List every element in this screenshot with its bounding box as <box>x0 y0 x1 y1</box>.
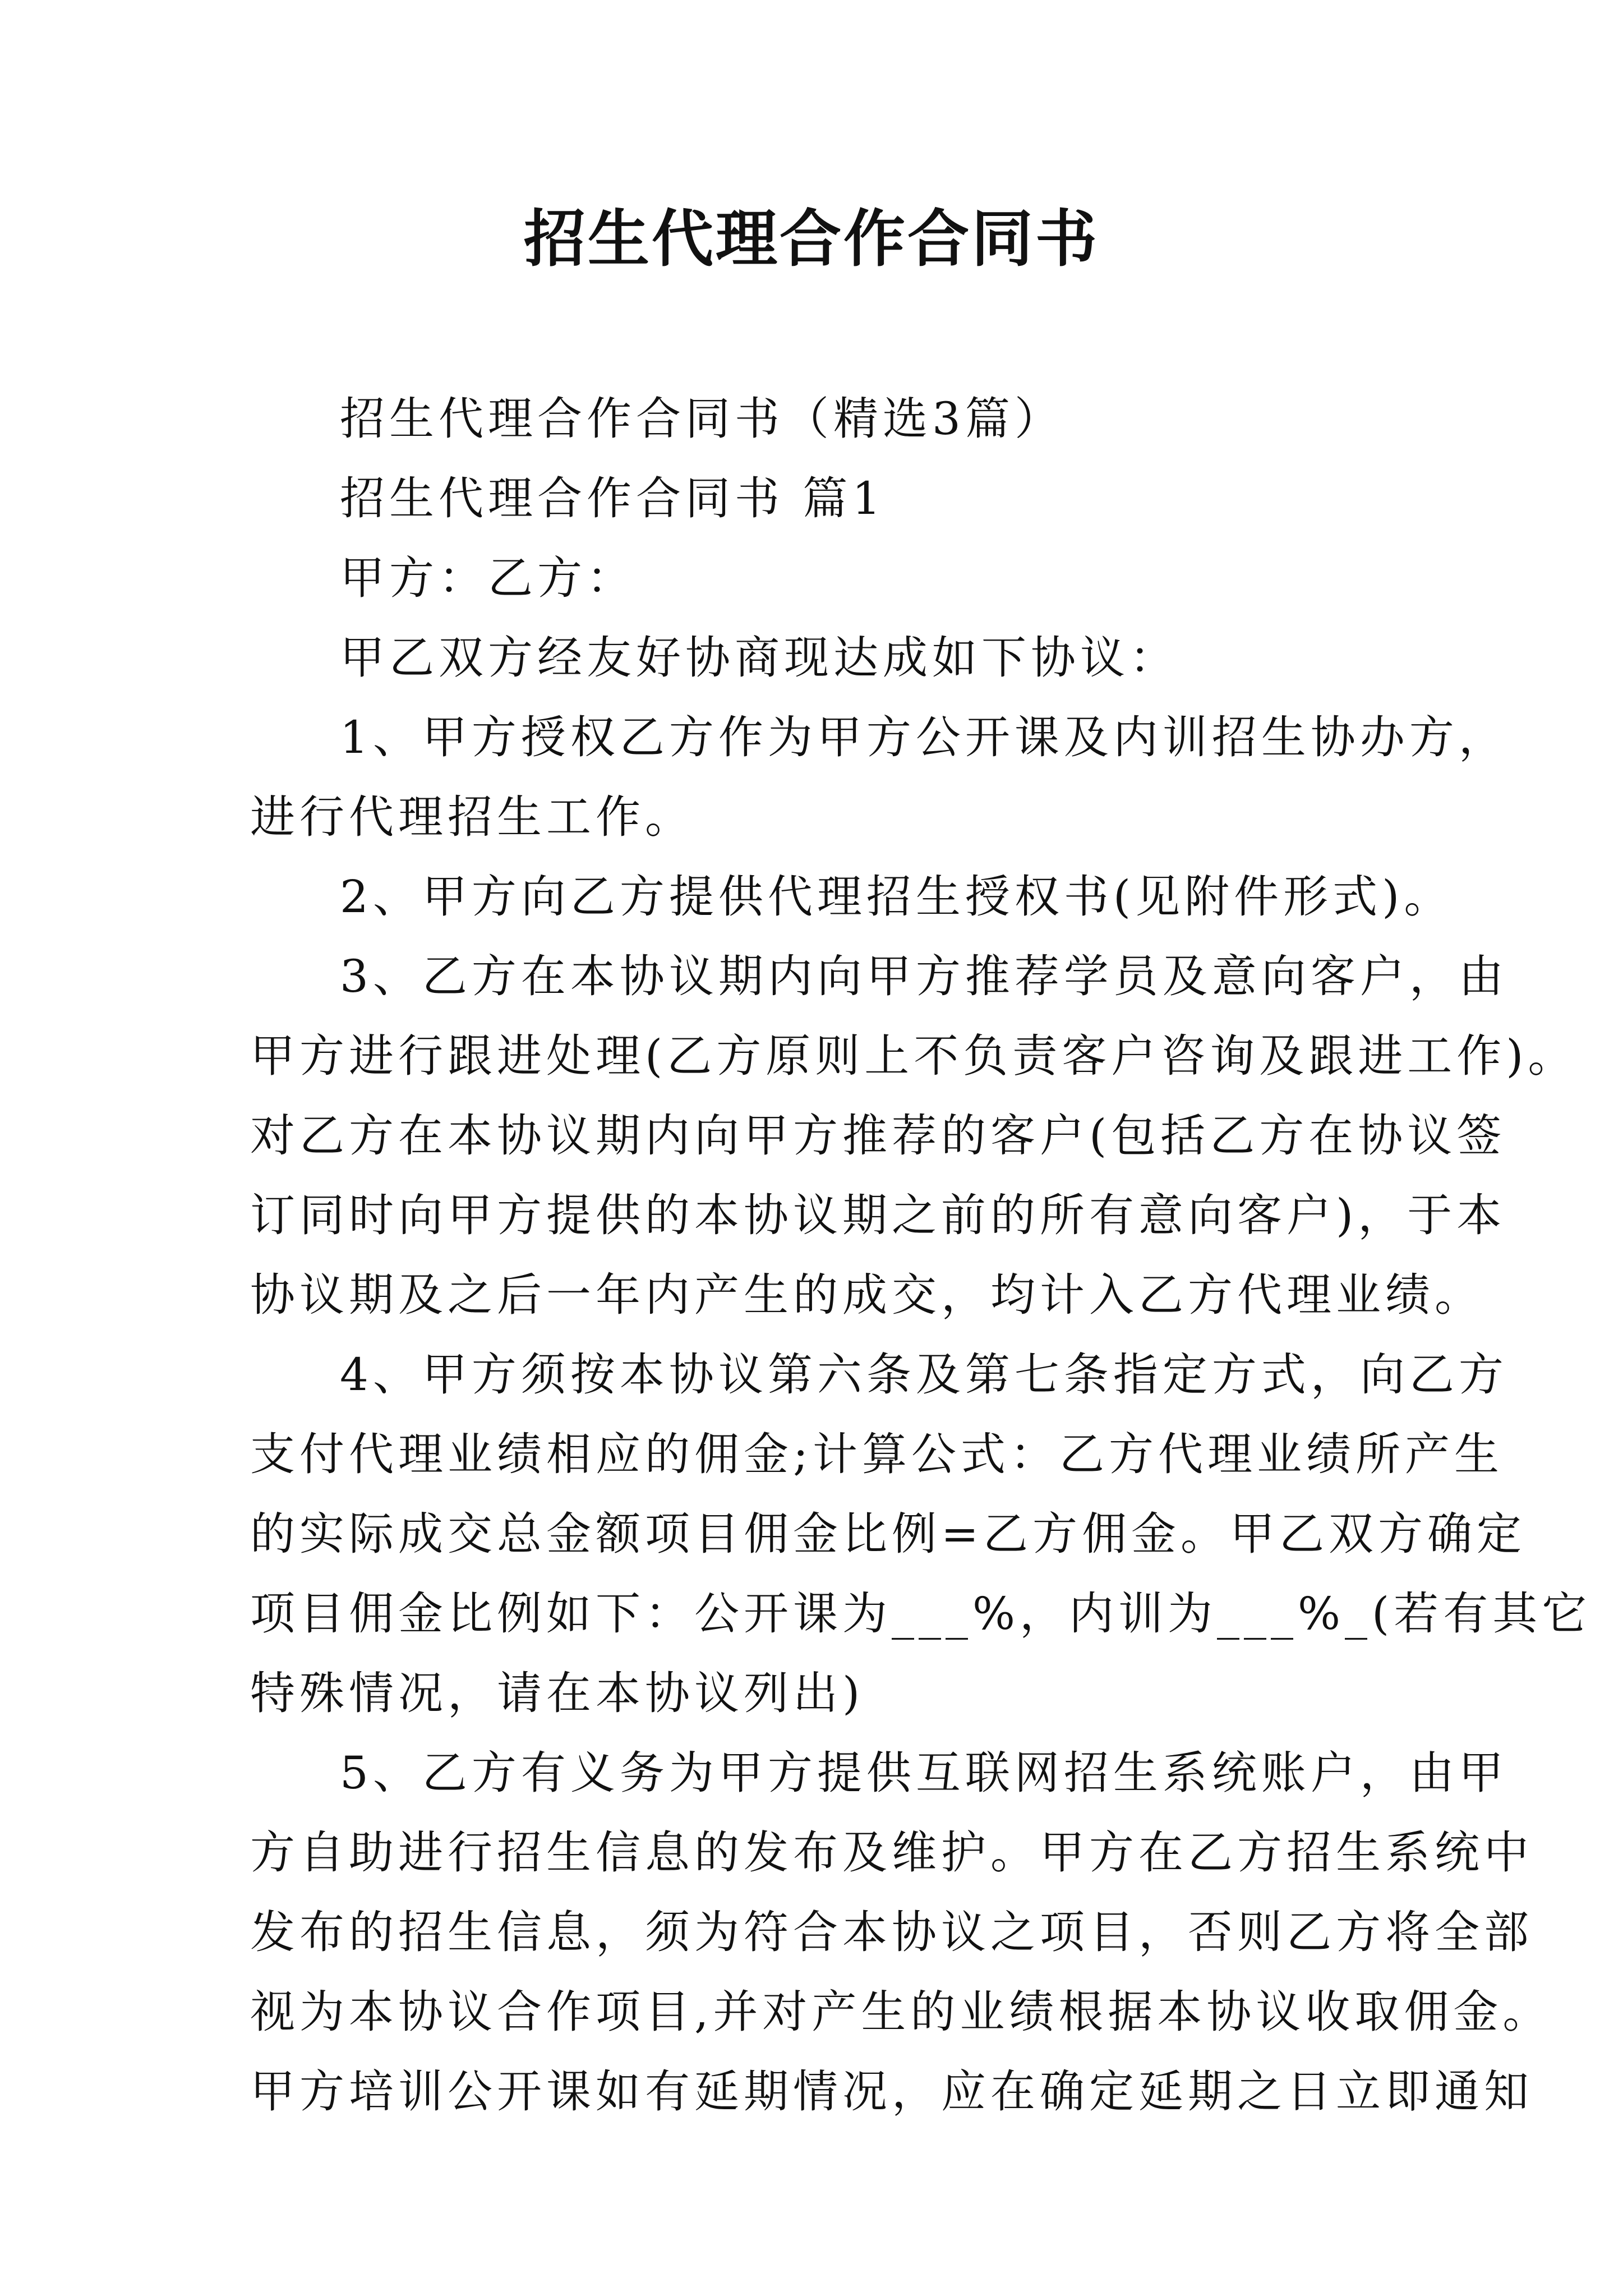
text-line: 支付代理业绩相应的佣金;计算公式：乙方代理业绩所产生 <box>250 1428 1504 1480</box>
text-line: 甲方培训公开课如有延期情况，应在确定延期之日立即通知 <box>250 2065 1533 2118</box>
text-line: 特殊情况，请在本协议列出) <box>250 1667 865 1719</box>
text-line: 对乙方在本协议期内向甲方推荐的客户(包括乙方在协议签 <box>250 1110 1506 1162</box>
document-title: 招生代理合作合同书 <box>524 203 1099 275</box>
text-line: 甲乙双方经友好协商现达成如下协议： <box>340 632 1179 684</box>
text-line: 招生代理合作合同书 篇1 <box>340 472 886 524</box>
text-line: 5、乙方有义务为甲方提供互联网招生系统账户，由甲 <box>340 1747 1508 1799</box>
text-line: 甲方：乙方： <box>340 552 636 604</box>
text-line: 项目佣金比例如下：公开课为___%，内训为___%_(若有其它 <box>250 1588 1592 1640</box>
text-line: 2、甲方向乙方提供代理招生授权书(见附件形式)。 <box>340 871 1454 923</box>
text-line: 3、乙方在本协议期内向甲方推荐学员及意向客户，由 <box>340 950 1508 1002</box>
text-line: 视为本协议合作项目,并对产生的业绩根据本协议收取佣金。 <box>250 1986 1552 2038</box>
text-line: 1、甲方授权乙方作为甲方公开课及内训招生协办方， <box>340 711 1508 763</box>
text-line: 方自助进行招生信息的发布及维护。甲方在乙方招生系统中 <box>250 1826 1533 1879</box>
text-line: 甲方进行跟进处理(乙方原则上不负责客户咨询及跟进工作)。 <box>250 1030 1578 1082</box>
text-line: 订同时向甲方提供的本协议期之前的所有意向客户)，于本 <box>250 1189 1506 1241</box>
text-line: 进行代理招生工作。 <box>250 791 694 843</box>
document-body <box>250 379 1592 2132</box>
text-line: 发布的招生信息，须为符合本协议之项目，否则乙方将全部 <box>250 1906 1533 1958</box>
text-line: 4、甲方须按本协议第六条及第七条指定方式，向乙方 <box>340 1349 1508 1401</box>
text-line: 招生代理合作合同书（精选3篇） <box>340 393 1064 445</box>
text-line: 协议期及之后一年内产生的成交，均计入乙方代理业绩。 <box>250 1269 1484 1321</box>
text-line: 的实际成交总金额项目佣金比例=乙方佣金。甲乙双方确定 <box>250 1508 1527 1560</box>
